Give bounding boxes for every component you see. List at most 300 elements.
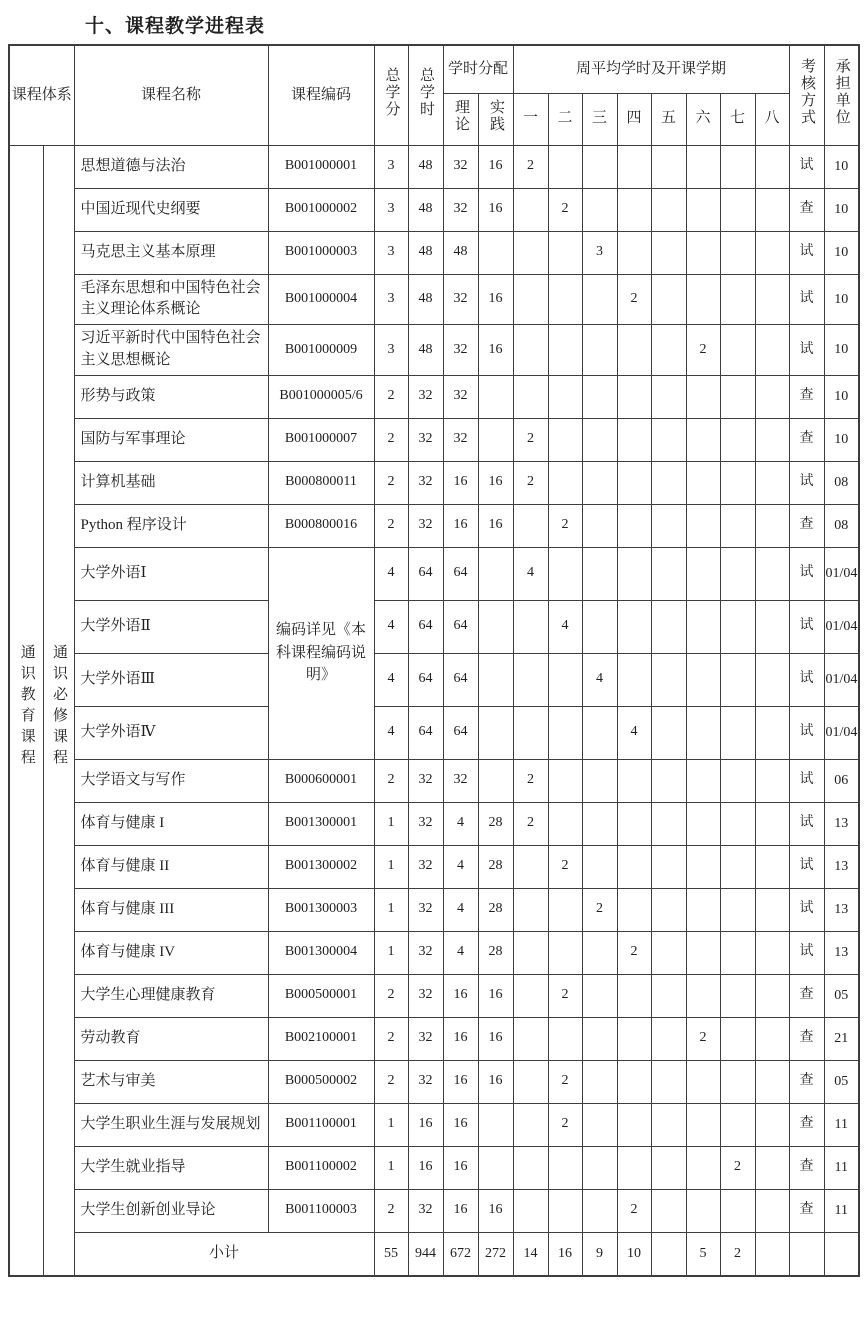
table-row: [9, 600, 859, 653]
semester-cell: [617, 325, 651, 376]
semester-cell: [513, 600, 548, 653]
hours-cell: 32: [408, 1017, 443, 1060]
course-code-cell: B001000002: [268, 188, 374, 231]
hours-cell: 32: [408, 974, 443, 1017]
semester-cell: [651, 1146, 686, 1189]
credits-cell: 2: [374, 375, 408, 418]
credits-cell: 2: [374, 418, 408, 461]
semester-cell: 4: [513, 547, 548, 600]
header-assessment: [789, 45, 824, 145]
subtotal-semester-cell: 2: [720, 1232, 755, 1276]
header-practice-label: 实践: [488, 98, 505, 133]
hours-cell: 32: [408, 1060, 443, 1103]
semester-cell: [755, 145, 789, 188]
header-total-hours-label: 总学时: [418, 66, 435, 118]
credits-cell: 3: [374, 231, 408, 274]
course-code-cell: B001100001: [268, 1103, 374, 1146]
semester-cell: [582, 325, 617, 376]
table-row: [9, 1146, 859, 1189]
subtotal-semester-cell: [651, 1232, 686, 1276]
semester-cell: [617, 504, 651, 547]
credits-cell: 2: [374, 461, 408, 504]
theory-cell: 64: [443, 706, 478, 759]
theory-cell: 32: [443, 188, 478, 231]
semester-cell: [617, 845, 651, 888]
course-code-note-cell: 编码详见《本科课程编码说明》: [268, 547, 374, 759]
semester-cell: [651, 1017, 686, 1060]
unit-cell: 01/04: [824, 547, 859, 600]
semester-cell: [617, 1103, 651, 1146]
course-name-cell: 习近平新时代中国特色社会主义思想概论: [74, 325, 268, 376]
semester-cell: [720, 547, 755, 600]
header-semester-2: 二: [548, 93, 582, 145]
semester-cell: [686, 504, 720, 547]
semester-cell: [513, 274, 548, 325]
practice-cell: 16: [478, 325, 513, 376]
course-name-cell: 大学外语Ⅳ: [74, 706, 268, 759]
semester-cell: [513, 325, 548, 376]
semester-cell: [755, 1103, 789, 1146]
semester-cell: 2: [548, 1060, 582, 1103]
semester-cell: [617, 547, 651, 600]
assessment-cell: 查: [789, 1189, 824, 1232]
credits-cell: 2: [374, 1060, 408, 1103]
practice-cell: 28: [478, 931, 513, 974]
semester-cell: [582, 547, 617, 600]
semester-cell: [720, 1189, 755, 1232]
hours-cell: 32: [408, 1189, 443, 1232]
subtotal-semester-cell: 14: [513, 1232, 548, 1276]
theory-cell: 16: [443, 1189, 478, 1232]
header-theory-label: 理论: [453, 98, 470, 133]
unit-cell: 11: [824, 1189, 859, 1232]
practice-cell: 16: [478, 461, 513, 504]
theory-cell: 16: [443, 1146, 478, 1189]
assessment-cell: 查: [789, 1060, 824, 1103]
header-course-system: 课程体系: [9, 45, 74, 145]
header-semester-7: 七: [720, 93, 755, 145]
unit-cell: 21: [824, 1017, 859, 1060]
subtotal-unit-cell: [824, 1232, 859, 1276]
semester-cell: [617, 600, 651, 653]
course-name-cell: 体育与健康 I: [74, 802, 268, 845]
semester-cell: [513, 653, 548, 706]
semester-cell: [755, 274, 789, 325]
semester-cell: [548, 375, 582, 418]
subtotal-label-cell: 小计: [74, 1232, 374, 1276]
practice-cell: [478, 653, 513, 706]
hours-cell: 48: [408, 274, 443, 325]
table-row: [9, 1060, 859, 1103]
theory-cell: 64: [443, 600, 478, 653]
semester-cell: [755, 974, 789, 1017]
semester-cell: [755, 706, 789, 759]
semester-cell: [617, 759, 651, 802]
theory-cell: 32: [443, 145, 478, 188]
unit-cell: 10: [824, 188, 859, 231]
table-row: [9, 188, 859, 231]
semester-cell: [720, 706, 755, 759]
course-code-cell: B002100001: [268, 1017, 374, 1060]
assessment-cell: 查: [789, 418, 824, 461]
semester-cell: [651, 325, 686, 376]
semester-cell: [513, 1189, 548, 1232]
semester-cell: [755, 188, 789, 231]
semester-cell: [720, 375, 755, 418]
header-total-credits-label: 总学分: [383, 66, 400, 118]
header-semester-4: 四: [617, 93, 651, 145]
theory-cell: 32: [443, 418, 478, 461]
theory-cell: 48: [443, 231, 478, 274]
course-code-cell: B001000004: [268, 274, 374, 325]
semester-cell: [548, 706, 582, 759]
hours-cell: 32: [408, 504, 443, 547]
semester-cell: 2: [513, 418, 548, 461]
semester-cell: [651, 547, 686, 600]
subtotal-assessment-cell: [789, 1232, 824, 1276]
semester-cell: 2: [686, 325, 720, 376]
unit-cell: 10: [824, 231, 859, 274]
semester-cell: [651, 231, 686, 274]
table-row: [9, 759, 859, 802]
semester-cell: 2: [548, 188, 582, 231]
table-row: [9, 145, 859, 188]
semester-cell: [755, 504, 789, 547]
semester-cell: [548, 1017, 582, 1060]
semester-cell: 2: [513, 759, 548, 802]
semester-cell: [548, 231, 582, 274]
table-row: [9, 461, 859, 504]
semester-cell: [686, 974, 720, 1017]
hours-cell: 64: [408, 600, 443, 653]
semester-cell: [651, 504, 686, 547]
practice-cell: 28: [478, 845, 513, 888]
practice-cell: 16: [478, 145, 513, 188]
semester-cell: [617, 375, 651, 418]
semester-cell: [513, 1103, 548, 1146]
table-row: [9, 375, 859, 418]
practice-cell: [478, 547, 513, 600]
credits-cell: 1: [374, 845, 408, 888]
table-row: [9, 325, 859, 376]
semester-cell: [548, 1189, 582, 1232]
unit-cell: 10: [824, 274, 859, 325]
semester-cell: [686, 802, 720, 845]
hours-cell: 32: [408, 931, 443, 974]
semester-cell: [755, 845, 789, 888]
practice-cell: 16: [478, 504, 513, 547]
assessment-cell: 试: [789, 845, 824, 888]
semester-cell: [755, 1146, 789, 1189]
semester-cell: [513, 231, 548, 274]
practice-cell: 16: [478, 1060, 513, 1103]
semester-cell: [651, 461, 686, 504]
theory-cell: 4: [443, 845, 478, 888]
assessment-cell: 查: [789, 375, 824, 418]
semester-cell: [686, 145, 720, 188]
semester-cell: [720, 931, 755, 974]
course-code-cell: B001000007: [268, 418, 374, 461]
course-name-cell: 体育与健康 II: [74, 845, 268, 888]
credits-cell: 1: [374, 1146, 408, 1189]
semester-cell: [755, 418, 789, 461]
semester-cell: [651, 188, 686, 231]
semester-cell: [513, 888, 548, 931]
hours-cell: 64: [408, 706, 443, 759]
unit-cell: 10: [824, 418, 859, 461]
practice-cell: [478, 375, 513, 418]
header-semester-8: 八: [755, 93, 789, 145]
header-unit-label: 承担单位: [833, 58, 850, 126]
header-course-code: 课程编码: [268, 45, 374, 145]
header-theory: [443, 93, 478, 145]
practice-cell: [478, 706, 513, 759]
semester-cell: [720, 1103, 755, 1146]
semester-cell: [548, 274, 582, 325]
practice-cell: [478, 759, 513, 802]
credits-cell: 2: [374, 974, 408, 1017]
subtotal-semester-cell: 9: [582, 1232, 617, 1276]
hours-cell: 32: [408, 418, 443, 461]
semester-cell: [686, 188, 720, 231]
unit-cell: 10: [824, 145, 859, 188]
unit-cell: 13: [824, 845, 859, 888]
table-row: [9, 418, 859, 461]
practice-cell: [478, 1146, 513, 1189]
semester-cell: [686, 1060, 720, 1103]
credits-cell: 4: [374, 600, 408, 653]
unit-cell: 06: [824, 759, 859, 802]
semester-cell: [651, 931, 686, 974]
credits-cell: 4: [374, 547, 408, 600]
semester-cell: [582, 1189, 617, 1232]
semester-cell: [513, 706, 548, 759]
course-code-cell: B001000003: [268, 231, 374, 274]
practice-cell: [478, 231, 513, 274]
header-unit: [824, 45, 859, 145]
semester-cell: [582, 274, 617, 325]
theory-cell: 32: [443, 274, 478, 325]
credits-cell: 1: [374, 931, 408, 974]
semester-cell: [686, 845, 720, 888]
header-semester-3: 三: [582, 93, 617, 145]
course-name-cell: 大学生创新创业导论: [74, 1189, 268, 1232]
header-hour-allocation: 学时分配: [443, 45, 513, 93]
semester-cell: 2: [720, 1146, 755, 1189]
header-practice: [478, 93, 513, 145]
assessment-cell: 试: [789, 653, 824, 706]
semester-cell: [720, 145, 755, 188]
semester-cell: [686, 653, 720, 706]
semester-cell: [651, 845, 686, 888]
unit-cell: 13: [824, 802, 859, 845]
practice-cell: 16: [478, 974, 513, 1017]
credits-cell: 3: [374, 274, 408, 325]
semester-cell: 2: [513, 802, 548, 845]
theory-cell: 4: [443, 802, 478, 845]
unit-cell: 10: [824, 375, 859, 418]
semester-cell: [548, 547, 582, 600]
course-name-cell: Python 程序设计: [74, 504, 268, 547]
table-body: [9, 145, 859, 1276]
semester-cell: [651, 888, 686, 931]
semester-cell: [617, 418, 651, 461]
semester-cell: [582, 504, 617, 547]
hours-cell: 32: [408, 888, 443, 931]
semester-cell: [651, 1060, 686, 1103]
semester-cell: 2: [582, 888, 617, 931]
practice-cell: 28: [478, 888, 513, 931]
course-code-cell: B001100002: [268, 1146, 374, 1189]
semester-cell: [755, 547, 789, 600]
semester-cell: [720, 974, 755, 1017]
subtotal-semester-cell: [755, 1232, 789, 1276]
subtotal-hours-cell: 944: [408, 1232, 443, 1276]
course-code-cell: B001300001: [268, 802, 374, 845]
theory-cell: 16: [443, 504, 478, 547]
theory-cell: 16: [443, 1060, 478, 1103]
table-row: [9, 1017, 859, 1060]
course-code-cell: B000500001: [268, 974, 374, 1017]
semester-cell: [755, 802, 789, 845]
table-row: [9, 706, 859, 759]
semester-cell: [755, 375, 789, 418]
unit-cell: 01/04: [824, 600, 859, 653]
category-inner-cell: [43, 145, 74, 1276]
assessment-cell: 试: [789, 325, 824, 376]
semester-cell: [582, 931, 617, 974]
semester-cell: [755, 653, 789, 706]
semester-cell: [755, 1189, 789, 1232]
category-outer-cell: [9, 145, 43, 1276]
hours-cell: 32: [408, 845, 443, 888]
semester-cell: [686, 706, 720, 759]
theory-cell: 64: [443, 653, 478, 706]
semester-cell: [582, 418, 617, 461]
unit-cell: 08: [824, 504, 859, 547]
semester-cell: [548, 1146, 582, 1189]
semester-cell: [582, 802, 617, 845]
header-total-credits: [374, 45, 408, 145]
header-semester-6: 六: [686, 93, 720, 145]
semester-cell: [651, 974, 686, 1017]
practice-cell: [478, 600, 513, 653]
semester-cell: [720, 504, 755, 547]
category-inner-label: 通识必修课程: [51, 644, 67, 771]
course-name-cell: 国防与军事理论: [74, 418, 268, 461]
course-name-cell: 大学语文与写作: [74, 759, 268, 802]
semester-cell: [582, 145, 617, 188]
semester-cell: [720, 845, 755, 888]
table-row: [9, 1189, 859, 1232]
assessment-cell: 查: [789, 1146, 824, 1189]
semester-cell: [617, 1017, 651, 1060]
header-course-name: 课程名称: [74, 45, 268, 145]
assessment-cell: 试: [789, 231, 824, 274]
course-name-cell: 大学外语Ⅲ: [74, 653, 268, 706]
hours-cell: 64: [408, 547, 443, 600]
semester-cell: [548, 461, 582, 504]
assessment-cell: 查: [789, 1017, 824, 1060]
course-name-cell: 大学外语Ⅰ: [74, 547, 268, 600]
semester-cell: [720, 802, 755, 845]
assessment-cell: 试: [789, 706, 824, 759]
credits-cell: 1: [374, 802, 408, 845]
semester-cell: [686, 461, 720, 504]
table-row: [9, 1103, 859, 1146]
course-name-cell: 劳动教育: [74, 1017, 268, 1060]
theory-cell: 16: [443, 461, 478, 504]
page: [0, 11, 868, 1277]
course-schedule-table: [8, 44, 860, 1277]
semester-cell: [582, 375, 617, 418]
semester-cell: [755, 1017, 789, 1060]
semester-cell: [720, 461, 755, 504]
unit-cell: 11: [824, 1103, 859, 1146]
assessment-cell: 查: [789, 188, 824, 231]
course-name-cell: 计算机基础: [74, 461, 268, 504]
semester-cell: 2: [686, 1017, 720, 1060]
semester-cell: 3: [582, 231, 617, 274]
semester-cell: [582, 845, 617, 888]
semester-cell: [582, 974, 617, 1017]
semester-cell: [513, 1146, 548, 1189]
semester-cell: [651, 706, 686, 759]
header-assessment-label: 考核方式: [799, 58, 816, 126]
semester-cell: [617, 188, 651, 231]
table-row: [9, 845, 859, 888]
hours-cell: 32: [408, 461, 443, 504]
subtotal-semester-cell: 5: [686, 1232, 720, 1276]
table-row: [9, 974, 859, 1017]
semester-cell: [720, 653, 755, 706]
semester-cell: [686, 1189, 720, 1232]
semester-cell: [582, 600, 617, 653]
theory-cell: 32: [443, 759, 478, 802]
header-semester-1: 一: [513, 93, 548, 145]
subtotal-semester-cell: 10: [617, 1232, 651, 1276]
semester-cell: [720, 888, 755, 931]
semester-cell: [755, 931, 789, 974]
course-code-cell: B001000009: [268, 325, 374, 376]
header-weekly-semesters: 周平均学时及开课学期: [513, 45, 789, 93]
course-name-cell: 思想道德与法治: [74, 145, 268, 188]
semester-cell: [755, 231, 789, 274]
semester-cell: [582, 188, 617, 231]
semester-cell: [651, 1189, 686, 1232]
category-outer-label: 通识教育课程: [18, 644, 35, 771]
theory-cell: 16: [443, 1103, 478, 1146]
semester-cell: [720, 188, 755, 231]
course-name-cell: 形势与政策: [74, 375, 268, 418]
credits-cell: 2: [374, 504, 408, 547]
semester-cell: 2: [513, 461, 548, 504]
semester-cell: [582, 706, 617, 759]
semester-cell: [755, 1060, 789, 1103]
semester-cell: [617, 145, 651, 188]
credits-cell: 3: [374, 145, 408, 188]
semester-cell: [720, 1017, 755, 1060]
semester-cell: [686, 888, 720, 931]
course-name-cell: 大学生就业指导: [74, 1146, 268, 1189]
assessment-cell: 试: [789, 274, 824, 325]
semester-cell: [651, 653, 686, 706]
assessment-cell: 试: [789, 145, 824, 188]
table-row: [9, 231, 859, 274]
course-name-cell: 马克思主义基本原理: [74, 231, 268, 274]
semester-cell: [686, 375, 720, 418]
assessment-cell: 试: [789, 888, 824, 931]
